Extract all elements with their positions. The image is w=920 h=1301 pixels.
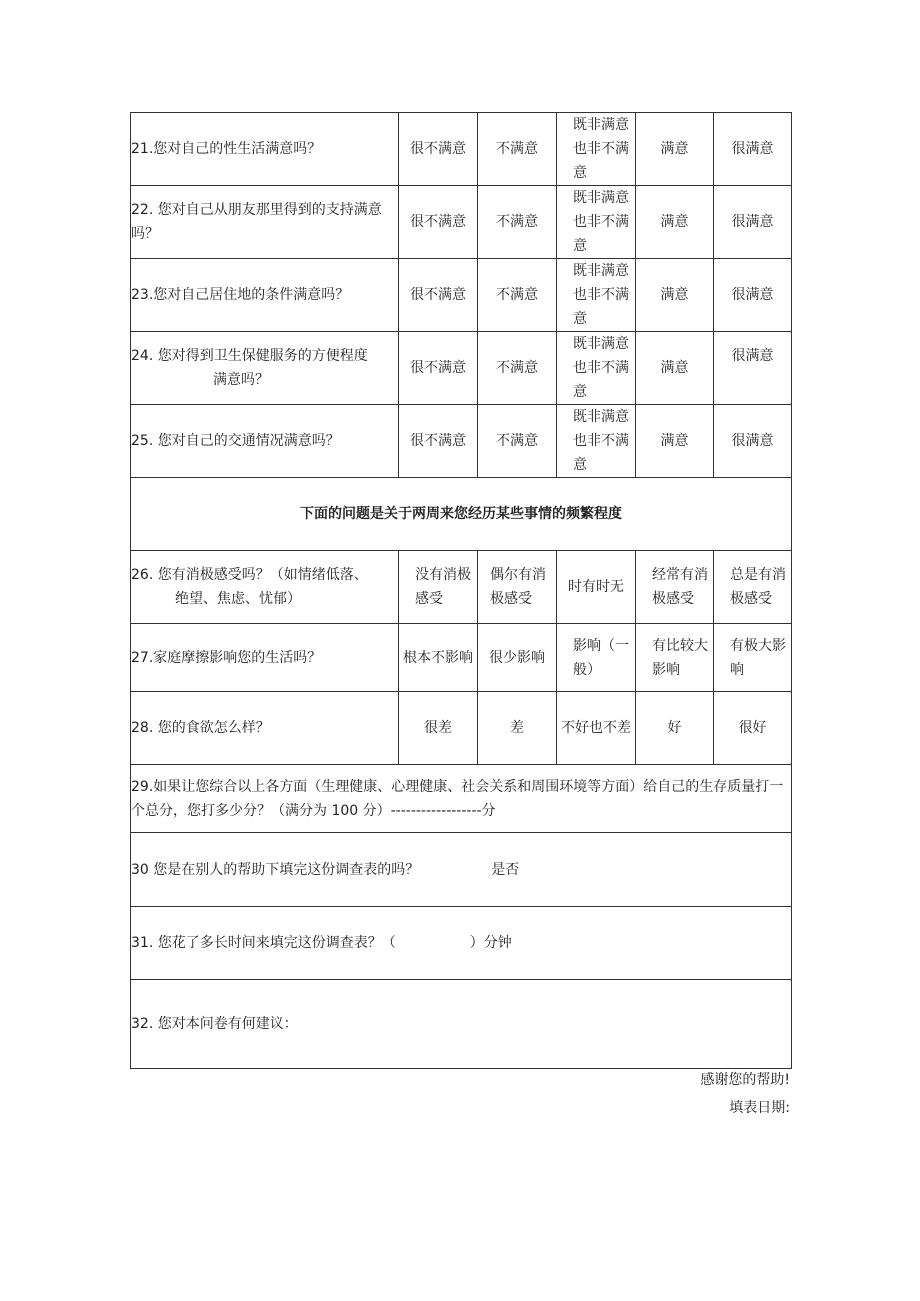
option-neither[interactable]: 不好也不差 bbox=[557, 692, 636, 765]
question-row-22 bbox=[131, 186, 792, 259]
option-satisfied[interactable]: 满意 bbox=[636, 259, 714, 332]
question-row-25 bbox=[131, 405, 792, 478]
question-row-28 bbox=[131, 692, 792, 765]
question-30-text: 30 您是在别人的帮助下填完这份调查表的吗？ bbox=[131, 861, 420, 878]
option-moderate-impact[interactable]: 影响（一般） bbox=[557, 624, 636, 692]
thanks-text: 感谢您的帮助! bbox=[700, 1072, 790, 1088]
question-row-23 bbox=[131, 259, 792, 332]
question-27-text: 27.家庭摩擦影响您的生活吗？ bbox=[131, 624, 399, 692]
question-row-26 bbox=[131, 551, 792, 624]
option-dissatisfied[interactable]: 不满意 bbox=[478, 259, 557, 332]
section-header-row bbox=[131, 478, 792, 551]
question-30-cell bbox=[131, 833, 792, 907]
question-23-text: 23.您对自己居住地的条件满意吗？ bbox=[131, 259, 399, 332]
option-neutral[interactable]: 既非满意也非不满意 bbox=[557, 405, 636, 478]
option-good[interactable]: 好 bbox=[636, 692, 714, 765]
option-neutral[interactable]: 既非满意也非不满意 bbox=[557, 332, 636, 405]
question-29-text[interactable]: 29.如果让您综合以上各方面（生理健康、心理健康、社会关系和周围环境等方面）给自己的生存质量打一个总分，您打多少分？（满分为 100 分）------------------分 bbox=[131, 765, 792, 833]
option-satisfied[interactable]: 满意 bbox=[636, 186, 714, 259]
question-26-line2: 绝望、焦虑、忧郁） bbox=[175, 591, 301, 607]
question-24-line1: 24. 您对得到卫生保健服务的方便程度 bbox=[131, 348, 368, 364]
option-very-satisfied[interactable]: 很满意 bbox=[714, 332, 792, 405]
option-never-negative[interactable]: 没有消极感受 bbox=[399, 551, 478, 624]
option-very-good[interactable]: 很好 bbox=[714, 692, 792, 765]
question-row-30 bbox=[131, 833, 792, 907]
option-neutral[interactable]: 既非满意也非不满意 bbox=[557, 186, 636, 259]
option-satisfied[interactable]: 满意 bbox=[636, 332, 714, 405]
question-31-text: 31. 您花了多长时间来填完这份调查表？（ bbox=[131, 935, 396, 951]
question-24-line2: 满意吗？ bbox=[213, 372, 269, 388]
question-row-32 bbox=[131, 980, 792, 1069]
option-always-negative[interactable]: 总是有消极感受 bbox=[714, 551, 792, 624]
option-very-dissatisfied[interactable]: 很不满意 bbox=[399, 259, 478, 332]
question-row-27 bbox=[131, 624, 792, 692]
option-very-satisfied[interactable]: 很满意 bbox=[714, 405, 792, 478]
question-25-text: 25. 您对自己的交通情况满意吗？ bbox=[131, 405, 399, 478]
option-neutral[interactable]: 既非满意也非不满意 bbox=[557, 259, 636, 332]
option-dissatisfied[interactable]: 不满意 bbox=[478, 405, 557, 478]
question-row-29 bbox=[131, 765, 792, 833]
question-row-21 bbox=[131, 113, 792, 186]
question-row-31 bbox=[131, 907, 792, 980]
date-label: 填表日期: bbox=[729, 1100, 790, 1116]
option-very-dissatisfied[interactable]: 很不满意 bbox=[399, 332, 478, 405]
option-very-satisfied[interactable]: 很满意 bbox=[714, 259, 792, 332]
question-26-text bbox=[131, 551, 399, 624]
question-30-options[interactable]: 是否 bbox=[491, 861, 520, 878]
option-large-impact[interactable]: 有比较大影响 bbox=[636, 624, 714, 692]
option-dissatisfied[interactable]: 不满意 bbox=[478, 186, 557, 259]
question-32-text[interactable]: 32. 您对本问卷有何建议： bbox=[131, 980, 792, 1069]
option-neutral[interactable]: 既非满意也非不满意 bbox=[557, 113, 636, 186]
option-very-satisfied[interactable]: 很满意 bbox=[714, 113, 792, 186]
option-poor[interactable]: 差 bbox=[478, 692, 557, 765]
option-very-dissatisfied[interactable]: 很不满意 bbox=[399, 113, 478, 186]
option-little-impact[interactable]: 很少影响 bbox=[478, 624, 557, 692]
option-satisfied[interactable]: 满意 bbox=[636, 405, 714, 478]
question-28-text: 28. 您的食欲怎么样？ bbox=[131, 692, 399, 765]
question-26-line1: 26. 您有消极感受吗？（如情绪低落、 bbox=[131, 567, 368, 583]
question-21-text: 21.您对自己的性生活满意吗？ bbox=[131, 113, 399, 186]
question-31-cell bbox=[131, 907, 792, 980]
option-very-dissatisfied[interactable]: 很不满意 bbox=[399, 186, 478, 259]
option-very-satisfied[interactable]: 很满意 bbox=[714, 186, 792, 259]
question-row-24 bbox=[131, 332, 792, 405]
question-24-text bbox=[131, 332, 399, 405]
option-dissatisfied[interactable]: 不满意 bbox=[478, 332, 557, 405]
option-satisfied[interactable]: 满意 bbox=[636, 113, 714, 186]
option-dissatisfied[interactable]: 不满意 bbox=[478, 113, 557, 186]
question-31-suffix: ）分钟 bbox=[469, 935, 512, 951]
option-very-poor[interactable]: 很差 bbox=[399, 692, 478, 765]
option-extreme-impact[interactable]: 有极大影响 bbox=[714, 624, 792, 692]
option-often-negative[interactable]: 经常有消极感受 bbox=[636, 551, 714, 624]
section-header: 下面的问题是关于两周来您经历某些事情的频繁程度 bbox=[131, 478, 792, 551]
option-sometimes[interactable]: 时有时无 bbox=[557, 551, 636, 624]
option-occasionally-negative[interactable]: 偶尔有消极感受 bbox=[478, 551, 557, 624]
option-very-dissatisfied[interactable]: 很不满意 bbox=[399, 405, 478, 478]
survey-table bbox=[130, 112, 792, 1069]
option-no-impact[interactable]: 根本不影响 bbox=[399, 624, 478, 692]
question-22-text: 22. 您对自己从朋友那里得到的支持满意吗？ bbox=[131, 186, 399, 259]
